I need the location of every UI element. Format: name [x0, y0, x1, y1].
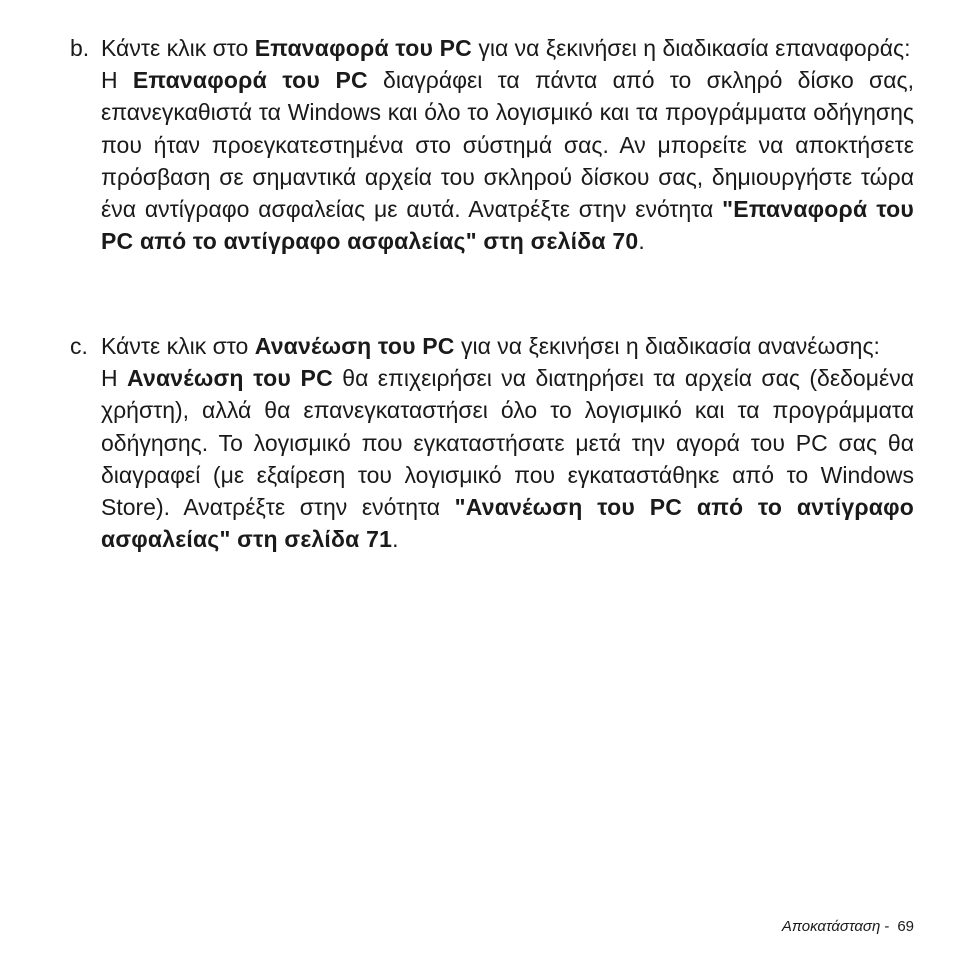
cross-reference-link[interactable]: "Επαναφορά του PC από το αντίγραφο ασφαλείας" στη σελίδα 70 [101, 196, 915, 255]
refresh-pc-option: Ανανέωση του PC [254, 333, 455, 359]
description-text: διαγράφει τα πάντα από το σκληρό δίσκο σας, επανεγκαθιστά τα Windows και όλο το λογισμικό και τα προγράμματα οδήγησης που ήταν προεγκατεστημένα στο σύστημά σας. Αν μπορείτε να αποκτήσετε πρόσβαση σε σημαντικά αρχεία του σκληρού δίσκου σας, δημιουργήστε τώρα ένα αντίγραφο ασφαλείας με αυτά. Ανατρέξτε στην ενότητα [101, 67, 915, 223]
description-text: θα επιχειρήσει να διατηρήσει τα αρχεία σας (δεδομένα χρήστη), αλλά θα επανεγκαταστήσει όλο το λογισμικό και τα προγράμματα οδήγησης. Το λογισμικό που εγκαταστήσατε μετά την αγορά του PC σας θα διαγραφεί (με εξαίρεση του λογισμικό που εγκαταστάθηκε από το Windows Store). Ανατρέξτε στην ενότητα [101, 365, 914, 521]
footer-separator: - [884, 918, 890, 935]
page-footer [782, 917, 914, 937]
list-marker-c: c. [70, 333, 88, 359]
sentence-end: . [392, 526, 399, 553]
reset-pc-option: Επαναφορά του PC [254, 35, 472, 61]
list-item-c [70, 330, 914, 555]
description-lead: Η [101, 365, 128, 392]
page-number: 69 [897, 918, 914, 935]
description-paragraph [101, 64, 914, 257]
list-item-c-body [101, 330, 914, 555]
description-lead: Η [101, 67, 133, 94]
instruction-text-end: για να ξεκινήσει η διαδικασία ανανέωσης: [454, 333, 880, 359]
cross-reference-link[interactable]: "Ανανέωση του PC από το αντίγραφο ασφαλείας" στη σελίδα 71 [101, 494, 914, 553]
instruction-paragraph [101, 330, 914, 362]
instruction-text: Κάντε κλικ στο [101, 35, 255, 61]
list-item-b [70, 32, 914, 257]
instruction-paragraph [101, 32, 914, 64]
sentence-end: . [638, 228, 645, 255]
list-item-b-body [101, 32, 914, 257]
instruction-text-end: για να ξεκινήσει η διαδικασία επαναφοράς: [471, 35, 911, 61]
description-paragraph [101, 362, 914, 555]
instruction-text: Κάντε κλικ στο [101, 333, 255, 359]
refresh-pc-term: Ανανέωση του PC [127, 365, 333, 392]
reset-pc-term: Επαναφορά του PC [132, 67, 368, 94]
list-marker-b: b. [70, 35, 90, 61]
footer-section-title: Αποκατάσταση [781, 918, 881, 935]
